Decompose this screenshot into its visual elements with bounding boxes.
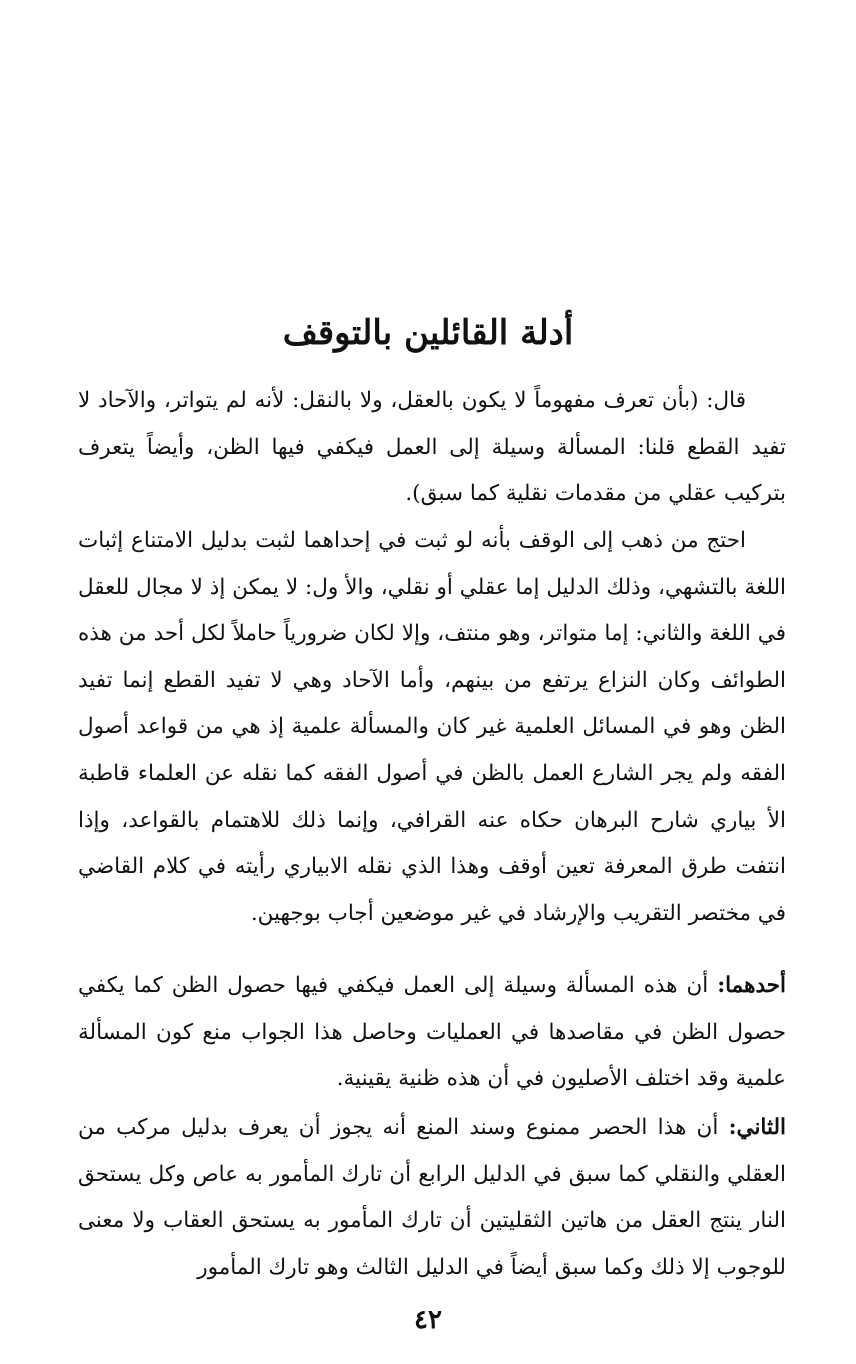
paragraph-second-answer bbox=[78, 1105, 786, 1291]
section-title: أدلة القائلين بالتوقف bbox=[282, 313, 574, 353]
paragraph-argument: احتج من ذهب إلى الوقف بأنه لو ثبت في إحداهما لثبت بدليل الامتناع إثبات اللغة بالتشهي، وذلك الدليل إما عقلي أو نقلي، والأ ول: لا يمكن إذ لا مجال للعقل في اللغة والثاني: إما متواتر، وهو منتف، وإلا لكان ضرورياً حاملاً لكل أحد من هذه الطوائف وكان النزاع يرتفع من بينهم، وأما الآحاد وهي لا تفيد القطع إنما تفيد الظن وهو في المسائل العلمية غير كان والمسألة علمية إذ هي من قواعد أصول الفقه ولم يجر الشارع العمل بالظن في أصول الفقه كما نقله عن العلماء قاطبة الأ بياري شارح البرهان حكاه عنه القرافي، وإنما ذلك للاهتمام بالقواعد، وإذا انتفت طرق المعرفة تعين أوقف وهذا الذي نقله الابياري رأيته في كلام القاضي في مختصر التقريب والإرشاد في غير موضعين أجاب بوجهين. bbox=[78, 528, 786, 926]
paragraph-quote: قال: (بأن تعرف مفهوماً لا يكون بالعقل، ولا بالنقل: لأنه لم يتواتر، والآحاد لا تفيد القطع قلنا: المسألة وسيلة إلى العمل فيكفي فيها الظن، وأيضاً يتعرف بتركيب عقلي من مقدمات نقلية كما سبق). bbox=[78, 388, 786, 507]
paragraph-first-answer bbox=[78, 963, 786, 1103]
first-answer-label: أحدهما: bbox=[717, 973, 786, 998]
page-number: ٤٢ bbox=[414, 1305, 442, 1335]
second-answer-text: أن هذا الحصر ممنوع وسند المنع أنه يجوز أن يعرف بدليل مركب من العقلي والنقلي كما سبق في الدليل الرابع أن تارك المأمور به عاص وكل يستحق النار ينتج العقل من هاتين الثقليتين أن تارك المأمور به يستحق العقاب ولا معنى للوجوب إلا ذلك وكما سبق أيضاً في الدليل الثالث وهو تارك المأمور bbox=[78, 1115, 786, 1280]
second-answer-label: الثاني: bbox=[728, 1115, 786, 1140]
first-answer-text: أن هذه المسألة وسيلة إلى العمل فيكفي فيها حصول الظن كما يكفي حصول الظن في مقاصدها في العمليات وحاصل هذا الجواب منع كون المسألة علمية وقد اختلف الأصليون في أن هذه ظنية يقينية. bbox=[78, 973, 786, 1092]
